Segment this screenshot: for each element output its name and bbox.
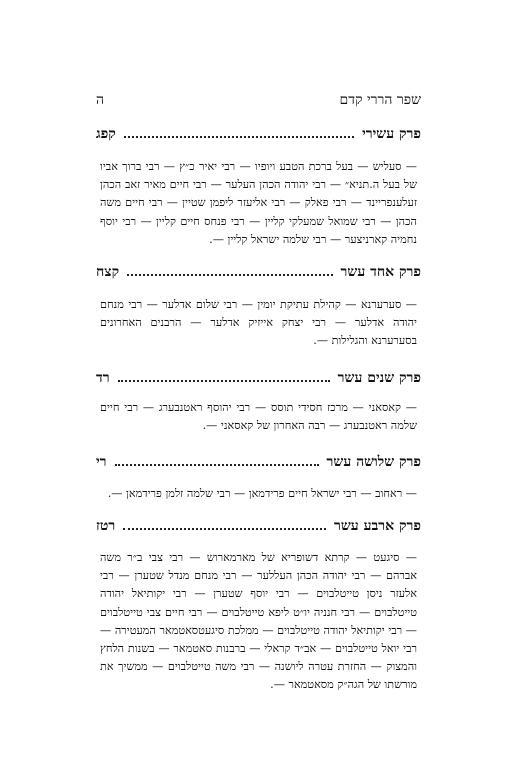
chapter-heading [96, 124, 421, 146]
chapter-entry [96, 124, 421, 249]
chapter-entry [96, 516, 421, 695]
running-header [96, 92, 421, 112]
chapter-title: פרק עשירי [362, 126, 421, 142]
chapter-summary: — קאסאני — מרכז חסידי תוסס — רבי יהוסף ראטנבערג — רבי חיים שלמה ראטנבערג — רבה האחרון של קאסאני —. [100, 401, 417, 433]
chapter-title: פרק שלושה עשר [326, 454, 421, 470]
chapter-title: פרק ארבע עשר [334, 518, 421, 534]
chapter-page-ref: רטז [96, 518, 116, 534]
chapter-page-ref: רי [96, 454, 107, 470]
dot-leader [127, 262, 332, 276]
chapter-page-ref: רד [96, 370, 110, 386]
chapter-heading [96, 368, 421, 390]
chapter-summary: — סעליש — בעל ברכת הטבע ויופיו — רבי יאיר כ״ץ — רבי ברוך אביו של בעל ה.תניא״ — רבי יהודה הכהן העלער — רבי חיים מאיר זאב הכהן זעלענפריינד — רבי פאלק — רבי אליעזר ליפמן שטיין — רבי חיים משה הכהן — רבי שמואל שמעלקי קליין — רבי פנחס חיים קליין — רבי יוסף נחמיה קארניצער — רבי שלמה ישראל קליין —. [100, 160, 417, 246]
chapter-page-ref: קפג [96, 126, 116, 142]
chapter-heading [96, 262, 421, 284]
chapter-summary: — ראחוב — רבי ישראל חיים פרידמאן — רבי שלמה זלמן פרידמאן —. [107, 487, 417, 500]
chapter-entry [96, 368, 421, 435]
chapter-summary: — סיגעט — קרתא דשופריא של מארמארוש — רבי צבי ב״ר משה אברהם — רבי יהודה הכהן העללער — רבי מנחם מנדל שטערן — רבי אלעזר ניסן טייטלבוים — רבי יוסף שטערן — רבי יקותיאל יהודה טייטלבוים — רבי חנניה יו״ט ליפא טייטלבוים — רבי חיים צבי טייטלבוים — רבי יקותיאל יהודה טייטלבוים — ממלכת סיגעטסאטמאר המעטירה — רבי יואל טייטלבוים — אב״ד קראלי — ברבנות סאטמאר — בשנות הלחץ והמצוק — החזרת עטרה ליושנה — רבי משה טייטלבוים — ממשיך את מורשתו של הגה״ק מסאטמאר —. [100, 551, 417, 692]
chapter-entry [96, 262, 421, 351]
chapter-page-ref: קצח [96, 264, 120, 280]
book-title: שפר הררי קדם [339, 92, 421, 108]
dot-leader [124, 124, 354, 138]
dot-leader [115, 452, 319, 466]
chapter-heading [96, 516, 421, 538]
dot-leader [123, 516, 326, 530]
chapter-summary: — סערערנא — קהילת עתיקת יומין — רבי שלום אדלער — רבי מנחם יהודה אדלער — רבי יצחק אייזיק אדלער — הרבנים האחרונים בסערערנא והגלילות —. [100, 298, 417, 348]
chapter-title: פרק שנים עשר [337, 370, 421, 386]
page-number: ה [96, 92, 105, 108]
chapter-title: פרק אחד עשר [340, 264, 421, 280]
chapter-entry [96, 452, 421, 503]
chapter-heading [96, 452, 421, 474]
dot-leader [118, 368, 330, 382]
